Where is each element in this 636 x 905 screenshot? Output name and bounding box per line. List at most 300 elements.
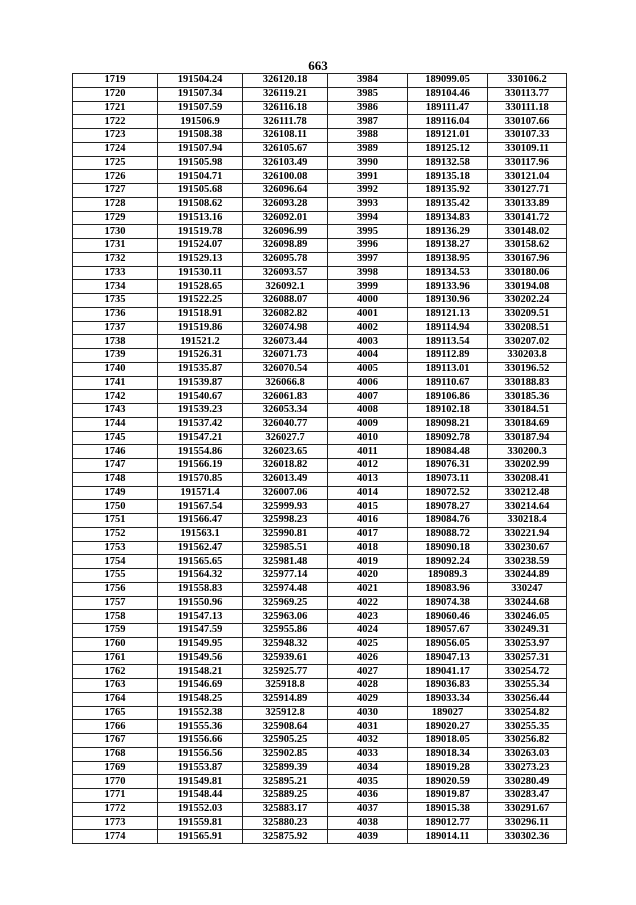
x-coordinate-right-cell: 189084.76 <box>408 514 488 528</box>
point-number-right-cell: 3987 <box>328 115 408 129</box>
point-number-left-cell: 1729 <box>73 211 158 225</box>
point-number-right-cell: 3998 <box>328 266 408 280</box>
table-row <box>73 789 567 803</box>
point-number-left-cell: 1741 <box>73 376 158 390</box>
point-number-left-cell: 1746 <box>73 445 158 459</box>
table-row <box>73 239 567 253</box>
point-number-right-cell: 3991 <box>328 170 408 184</box>
x-coordinate-right-cell: 189098.21 <box>408 417 488 431</box>
table-row <box>73 321 567 335</box>
point-number-left-cell: 1762 <box>73 665 158 679</box>
point-number-left-cell: 1758 <box>73 610 158 624</box>
x-coordinate-right-cell: 189134.53 <box>408 266 488 280</box>
point-number-left-cell: 1757 <box>73 596 158 610</box>
y-coordinate-left-cell: 325914.89 <box>243 692 328 706</box>
y-coordinate-left-cell: 326119.21 <box>243 87 328 101</box>
y-coordinate-right-cell: 330283.47 <box>488 789 567 803</box>
x-coordinate-left-cell: 191563.1 <box>158 527 243 541</box>
y-coordinate-left-cell: 325998.23 <box>243 514 328 528</box>
y-coordinate-right-cell: 330214.64 <box>488 500 567 514</box>
x-coordinate-left-cell: 191519.78 <box>158 225 243 239</box>
point-number-right-cell: 3984 <box>328 74 408 88</box>
point-number-right-cell: 4006 <box>328 376 408 390</box>
x-coordinate-right-cell: 189111.47 <box>408 101 488 115</box>
x-coordinate-right-cell: 189121.13 <box>408 307 488 321</box>
x-coordinate-right-cell: 189132.58 <box>408 156 488 170</box>
y-coordinate-left-cell: 325875.92 <box>243 830 328 844</box>
y-coordinate-right-cell: 330212.48 <box>488 486 567 500</box>
point-number-right-cell: 3986 <box>328 101 408 115</box>
table-row <box>73 734 567 748</box>
y-coordinate-left-cell: 325990.81 <box>243 527 328 541</box>
y-coordinate-left-cell: 326007.06 <box>243 486 328 500</box>
table-row <box>73 390 567 404</box>
point-number-right-cell: 4002 <box>328 321 408 335</box>
x-coordinate-left-cell: 191548.21 <box>158 665 243 679</box>
y-coordinate-left-cell: 325902.85 <box>243 747 328 761</box>
point-number-right-cell: 3989 <box>328 142 408 156</box>
x-coordinate-left-cell: 191562.47 <box>158 541 243 555</box>
y-coordinate-left-cell: 326061.83 <box>243 390 328 404</box>
table-row <box>73 747 567 761</box>
y-coordinate-left-cell: 325939.61 <box>243 651 328 665</box>
x-coordinate-right-cell: 189104.46 <box>408 87 488 101</box>
x-coordinate-left-cell: 191507.94 <box>158 142 243 156</box>
y-coordinate-right-cell: 330256.82 <box>488 734 567 748</box>
x-coordinate-left-cell: 191549.95 <box>158 637 243 651</box>
y-coordinate-left-cell: 326023.65 <box>243 445 328 459</box>
y-coordinate-right-cell: 330196.52 <box>488 362 567 376</box>
x-coordinate-left-cell: 191508.62 <box>158 197 243 211</box>
table-row <box>73 665 567 679</box>
table-row <box>73 692 567 706</box>
y-coordinate-left-cell: 326108.11 <box>243 129 328 143</box>
table-row <box>73 761 567 775</box>
y-coordinate-left-cell: 325955.86 <box>243 624 328 638</box>
x-coordinate-right-cell: 189130.96 <box>408 294 488 308</box>
y-coordinate-right-cell: 330141.72 <box>488 211 567 225</box>
point-number-right-cell: 4036 <box>328 789 408 803</box>
y-coordinate-left-cell: 325880.23 <box>243 816 328 830</box>
y-coordinate-left-cell: 325948.32 <box>243 637 328 651</box>
x-coordinate-right-cell: 189078.27 <box>408 500 488 514</box>
point-number-left-cell: 1726 <box>73 170 158 184</box>
x-coordinate-right-cell: 189057.67 <box>408 624 488 638</box>
table-row <box>73 541 567 555</box>
y-coordinate-left-cell: 325963.06 <box>243 610 328 624</box>
table-row <box>73 802 567 816</box>
y-coordinate-left-cell: 325895.21 <box>243 775 328 789</box>
table-row <box>73 500 567 514</box>
y-coordinate-right-cell: 330187.94 <box>488 431 567 445</box>
y-coordinate-left-cell: 326120.18 <box>243 74 328 88</box>
x-coordinate-left-cell: 191507.59 <box>158 101 243 115</box>
x-coordinate-left-cell: 191513.16 <box>158 211 243 225</box>
y-coordinate-left-cell: 325969.25 <box>243 596 328 610</box>
page-number: 663 <box>308 58 328 73</box>
x-coordinate-left-cell: 191564.32 <box>158 569 243 583</box>
y-coordinate-right-cell: 330221.94 <box>488 527 567 541</box>
table-row <box>73 596 567 610</box>
x-coordinate-left-cell: 191550.96 <box>158 596 243 610</box>
y-coordinate-left-cell: 325918.8 <box>243 679 328 693</box>
x-coordinate-right-cell: 189036.83 <box>408 679 488 693</box>
y-coordinate-right-cell: 330184.69 <box>488 417 567 431</box>
point-number-right-cell: 3994 <box>328 211 408 225</box>
y-coordinate-right-cell: 330203.8 <box>488 349 567 363</box>
x-coordinate-right-cell: 189019.87 <box>408 789 488 803</box>
table-row <box>73 431 567 445</box>
point-number-right-cell: 3990 <box>328 156 408 170</box>
point-number-left-cell: 1767 <box>73 734 158 748</box>
point-number-right-cell: 4030 <box>328 706 408 720</box>
point-number-right-cell: 4029 <box>328 692 408 706</box>
y-coordinate-left-cell: 325974.48 <box>243 582 328 596</box>
point-number-left-cell: 1769 <box>73 761 158 775</box>
point-number-right-cell: 4025 <box>328 637 408 651</box>
point-number-left-cell: 1748 <box>73 472 158 486</box>
point-number-right-cell: 4001 <box>328 307 408 321</box>
point-number-right-cell: 4018 <box>328 541 408 555</box>
x-coordinate-right-cell: 189113.01 <box>408 362 488 376</box>
point-number-left-cell: 1720 <box>73 87 158 101</box>
y-coordinate-right-cell: 330254.72 <box>488 665 567 679</box>
x-coordinate-right-cell: 189027 <box>408 706 488 720</box>
point-number-right-cell: 4037 <box>328 802 408 816</box>
point-number-left-cell: 1747 <box>73 459 158 473</box>
table-row <box>73 706 567 720</box>
table-row <box>73 294 567 308</box>
y-coordinate-right-cell: 330254.82 <box>488 706 567 720</box>
x-coordinate-right-cell: 189018.34 <box>408 747 488 761</box>
point-number-left-cell: 1763 <box>73 679 158 693</box>
y-coordinate-left-cell: 326088.07 <box>243 294 328 308</box>
x-coordinate-right-cell: 189041.17 <box>408 665 488 679</box>
x-coordinate-left-cell: 191553.87 <box>158 761 243 775</box>
point-number-left-cell: 1759 <box>73 624 158 638</box>
y-coordinate-left-cell: 326096.64 <box>243 184 328 198</box>
point-number-left-cell: 1761 <box>73 651 158 665</box>
point-number-left-cell: 1723 <box>73 129 158 143</box>
table-row <box>73 472 567 486</box>
x-coordinate-left-cell: 191526.31 <box>158 349 243 363</box>
point-number-right-cell: 4004 <box>328 349 408 363</box>
y-coordinate-left-cell: 325908.64 <box>243 720 328 734</box>
x-coordinate-right-cell: 189072.52 <box>408 486 488 500</box>
x-coordinate-right-cell: 189020.59 <box>408 775 488 789</box>
y-coordinate-left-cell: 326093.57 <box>243 266 328 280</box>
y-coordinate-right-cell: 330107.66 <box>488 115 567 129</box>
y-coordinate-right-cell: 330218.4 <box>488 514 567 528</box>
y-coordinate-right-cell: 330200.3 <box>488 445 567 459</box>
point-number-right-cell: 4005 <box>328 362 408 376</box>
x-coordinate-right-cell: 189020.27 <box>408 720 488 734</box>
point-number-right-cell: 4011 <box>328 445 408 459</box>
point-number-right-cell: 4028 <box>328 679 408 693</box>
x-coordinate-right-cell: 189114.94 <box>408 321 488 335</box>
point-number-left-cell: 1772 <box>73 802 158 816</box>
table-row <box>73 156 567 170</box>
y-coordinate-right-cell: 330185.36 <box>488 390 567 404</box>
point-number-left-cell: 1736 <box>73 307 158 321</box>
x-coordinate-left-cell: 191504.24 <box>158 74 243 88</box>
point-number-right-cell: 4019 <box>328 555 408 569</box>
x-coordinate-left-cell: 191540.67 <box>158 390 243 404</box>
x-coordinate-left-cell: 191530.11 <box>158 266 243 280</box>
point-number-right-cell: 4016 <box>328 514 408 528</box>
point-number-left-cell: 1745 <box>73 431 158 445</box>
point-number-left-cell: 1735 <box>73 294 158 308</box>
point-number-left-cell: 1753 <box>73 541 158 555</box>
point-number-right-cell: 4039 <box>328 830 408 844</box>
y-coordinate-right-cell: 330257.31 <box>488 651 567 665</box>
x-coordinate-left-cell: 191504.71 <box>158 170 243 184</box>
y-coordinate-left-cell: 326013.49 <box>243 472 328 486</box>
x-coordinate-left-cell: 191524.07 <box>158 239 243 253</box>
x-coordinate-right-cell: 189074.38 <box>408 596 488 610</box>
y-coordinate-right-cell: 330202.24 <box>488 294 567 308</box>
x-coordinate-right-cell: 189135.18 <box>408 170 488 184</box>
point-number-right-cell: 3985 <box>328 87 408 101</box>
x-coordinate-left-cell: 191549.81 <box>158 775 243 789</box>
x-coordinate-right-cell: 189136.29 <box>408 225 488 239</box>
table-row <box>73 651 567 665</box>
x-coordinate-right-cell: 189138.95 <box>408 252 488 266</box>
coordinates-table <box>72 73 567 844</box>
x-coordinate-left-cell: 191556.66 <box>158 734 243 748</box>
table-row <box>73 527 567 541</box>
x-coordinate-left-cell: 191565.91 <box>158 830 243 844</box>
table-row <box>73 404 567 418</box>
y-coordinate-left-cell: 326092.01 <box>243 211 328 225</box>
x-coordinate-left-cell: 191522.25 <box>158 294 243 308</box>
y-coordinate-right-cell: 330158.62 <box>488 239 567 253</box>
y-coordinate-left-cell: 326100.08 <box>243 170 328 184</box>
point-number-left-cell: 1728 <box>73 197 158 211</box>
y-coordinate-right-cell: 330208.41 <box>488 472 567 486</box>
y-coordinate-left-cell: 325999.93 <box>243 500 328 514</box>
y-coordinate-left-cell: 326098.89 <box>243 239 328 253</box>
point-number-right-cell: 4038 <box>328 816 408 830</box>
table-row <box>73 349 567 363</box>
x-coordinate-left-cell: 191507.34 <box>158 87 243 101</box>
point-number-right-cell: 4017 <box>328 527 408 541</box>
y-coordinate-left-cell: 326071.73 <box>243 349 328 363</box>
table-row <box>73 362 567 376</box>
point-number-right-cell: 3988 <box>328 129 408 143</box>
x-coordinate-right-cell: 189083.96 <box>408 582 488 596</box>
y-coordinate-left-cell: 326074.98 <box>243 321 328 335</box>
table-row <box>73 376 567 390</box>
x-coordinate-right-cell: 189012.77 <box>408 816 488 830</box>
point-number-right-cell: 4003 <box>328 335 408 349</box>
table-row <box>73 720 567 734</box>
y-coordinate-left-cell: 325985.51 <box>243 541 328 555</box>
x-coordinate-left-cell: 191552.38 <box>158 706 243 720</box>
x-coordinate-right-cell: 189084.48 <box>408 445 488 459</box>
y-coordinate-right-cell: 330121.04 <box>488 170 567 184</box>
y-coordinate-right-cell: 330246.05 <box>488 610 567 624</box>
x-coordinate-right-cell: 189076.31 <box>408 459 488 473</box>
point-number-right-cell: 4008 <box>328 404 408 418</box>
x-coordinate-right-cell: 189113.54 <box>408 335 488 349</box>
y-coordinate-right-cell: 330207.02 <box>488 335 567 349</box>
y-coordinate-left-cell: 326096.99 <box>243 225 328 239</box>
point-number-left-cell: 1760 <box>73 637 158 651</box>
table-row <box>73 459 567 473</box>
y-coordinate-right-cell: 330127.71 <box>488 184 567 198</box>
table-row <box>73 486 567 500</box>
x-coordinate-left-cell: 191558.83 <box>158 582 243 596</box>
x-coordinate-left-cell: 191552.03 <box>158 802 243 816</box>
table-row <box>73 555 567 569</box>
point-number-right-cell: 3993 <box>328 197 408 211</box>
point-number-right-cell: 4013 <box>328 472 408 486</box>
y-coordinate-right-cell: 330180.06 <box>488 266 567 280</box>
table-row <box>73 225 567 239</box>
table-row <box>73 307 567 321</box>
point-number-left-cell: 1739 <box>73 349 158 363</box>
x-coordinate-left-cell: 191566.19 <box>158 459 243 473</box>
table-row <box>73 266 567 280</box>
table-row <box>73 129 567 143</box>
y-coordinate-left-cell: 326092.1 <box>243 280 328 294</box>
x-coordinate-right-cell: 189138.27 <box>408 239 488 253</box>
y-coordinate-right-cell: 330302.36 <box>488 830 567 844</box>
table-row <box>73 610 567 624</box>
table-row <box>73 280 567 294</box>
point-number-left-cell: 1750 <box>73 500 158 514</box>
x-coordinate-left-cell: 191559.81 <box>158 816 243 830</box>
point-number-left-cell: 1721 <box>73 101 158 115</box>
table-row <box>73 211 567 225</box>
table-row <box>73 775 567 789</box>
x-coordinate-right-cell: 189092.24 <box>408 555 488 569</box>
x-coordinate-right-cell: 189088.72 <box>408 527 488 541</box>
x-coordinate-left-cell: 191506.9 <box>158 115 243 129</box>
point-number-left-cell: 1727 <box>73 184 158 198</box>
x-coordinate-left-cell: 191549.56 <box>158 651 243 665</box>
x-coordinate-right-cell: 189135.42 <box>408 197 488 211</box>
y-coordinate-right-cell: 330117.96 <box>488 156 567 170</box>
table-row <box>73 101 567 115</box>
y-coordinate-right-cell: 330296.11 <box>488 816 567 830</box>
x-coordinate-left-cell: 191566.47 <box>158 514 243 528</box>
y-coordinate-left-cell: 326040.77 <box>243 417 328 431</box>
point-number-left-cell: 1765 <box>73 706 158 720</box>
x-coordinate-left-cell: 191519.86 <box>158 321 243 335</box>
point-number-left-cell: 1752 <box>73 527 158 541</box>
y-coordinate-right-cell: 330184.51 <box>488 404 567 418</box>
y-coordinate-left-cell: 326018.82 <box>243 459 328 473</box>
point-number-left-cell: 1734 <box>73 280 158 294</box>
table-row <box>73 74 567 88</box>
table-row <box>73 142 567 156</box>
point-number-right-cell: 4000 <box>328 294 408 308</box>
point-number-right-cell: 4031 <box>328 720 408 734</box>
x-coordinate-left-cell: 191547.59 <box>158 624 243 638</box>
x-coordinate-right-cell: 189060.46 <box>408 610 488 624</box>
point-number-right-cell: 4022 <box>328 596 408 610</box>
y-coordinate-right-cell: 330249.31 <box>488 624 567 638</box>
y-coordinate-left-cell: 326105.67 <box>243 142 328 156</box>
y-coordinate-right-cell: 330255.34 <box>488 679 567 693</box>
table-row <box>73 637 567 651</box>
point-number-right-cell: 4015 <box>328 500 408 514</box>
x-coordinate-right-cell: 189134.83 <box>408 211 488 225</box>
x-coordinate-right-cell: 189014.11 <box>408 830 488 844</box>
y-coordinate-right-cell: 330280.49 <box>488 775 567 789</box>
x-coordinate-right-cell: 189112.89 <box>408 349 488 363</box>
y-coordinate-left-cell: 326082.82 <box>243 307 328 321</box>
x-coordinate-right-cell: 189099.05 <box>408 74 488 88</box>
y-coordinate-right-cell: 330273.23 <box>488 761 567 775</box>
x-coordinate-right-cell: 189047.13 <box>408 651 488 665</box>
point-number-left-cell: 1773 <box>73 816 158 830</box>
point-number-right-cell: 3992 <box>328 184 408 198</box>
table-row <box>73 184 567 198</box>
table-row <box>73 252 567 266</box>
x-coordinate-left-cell: 191508.38 <box>158 129 243 143</box>
table-row <box>73 445 567 459</box>
x-coordinate-left-cell: 191547.13 <box>158 610 243 624</box>
point-number-right-cell: 4007 <box>328 390 408 404</box>
table-row <box>73 514 567 528</box>
y-coordinate-right-cell: 330107.33 <box>488 129 567 143</box>
point-number-left-cell: 1725 <box>73 156 158 170</box>
y-coordinate-right-cell: 330188.83 <box>488 376 567 390</box>
table-row <box>73 830 567 844</box>
coordinates-table-body <box>73 74 567 844</box>
point-number-right-cell: 3996 <box>328 239 408 253</box>
x-coordinate-right-cell: 189102.18 <box>408 404 488 418</box>
point-number-right-cell: 4009 <box>328 417 408 431</box>
point-number-right-cell: 4034 <box>328 761 408 775</box>
point-number-left-cell: 1774 <box>73 830 158 844</box>
x-coordinate-right-cell: 189116.04 <box>408 115 488 129</box>
y-coordinate-right-cell: 330255.35 <box>488 720 567 734</box>
table-row <box>73 582 567 596</box>
x-coordinate-left-cell: 191565.65 <box>158 555 243 569</box>
x-coordinate-left-cell: 191567.54 <box>158 500 243 514</box>
table-row <box>73 170 567 184</box>
y-coordinate-right-cell: 330256.44 <box>488 692 567 706</box>
y-coordinate-left-cell: 325925.77 <box>243 665 328 679</box>
table-row <box>73 624 567 638</box>
table-row <box>73 335 567 349</box>
point-number-right-cell: 4027 <box>328 665 408 679</box>
point-number-left-cell: 1766 <box>73 720 158 734</box>
table-row <box>73 87 567 101</box>
point-number-left-cell: 1749 <box>73 486 158 500</box>
y-coordinate-left-cell: 326073.44 <box>243 335 328 349</box>
point-number-left-cell: 1738 <box>73 335 158 349</box>
table-row <box>73 417 567 431</box>
x-coordinate-left-cell: 191528.65 <box>158 280 243 294</box>
point-number-right-cell: 4023 <box>328 610 408 624</box>
point-number-left-cell: 1756 <box>73 582 158 596</box>
x-coordinate-left-cell: 191571.4 <box>158 486 243 500</box>
point-number-right-cell: 4014 <box>328 486 408 500</box>
x-coordinate-right-cell: 189135.92 <box>408 184 488 198</box>
point-number-left-cell: 1743 <box>73 404 158 418</box>
point-number-right-cell: 3999 <box>328 280 408 294</box>
x-coordinate-left-cell: 191554.86 <box>158 445 243 459</box>
point-number-right-cell: 4021 <box>328 582 408 596</box>
point-number-left-cell: 1764 <box>73 692 158 706</box>
x-coordinate-right-cell: 189090.18 <box>408 541 488 555</box>
y-coordinate-left-cell: 326093.28 <box>243 197 328 211</box>
